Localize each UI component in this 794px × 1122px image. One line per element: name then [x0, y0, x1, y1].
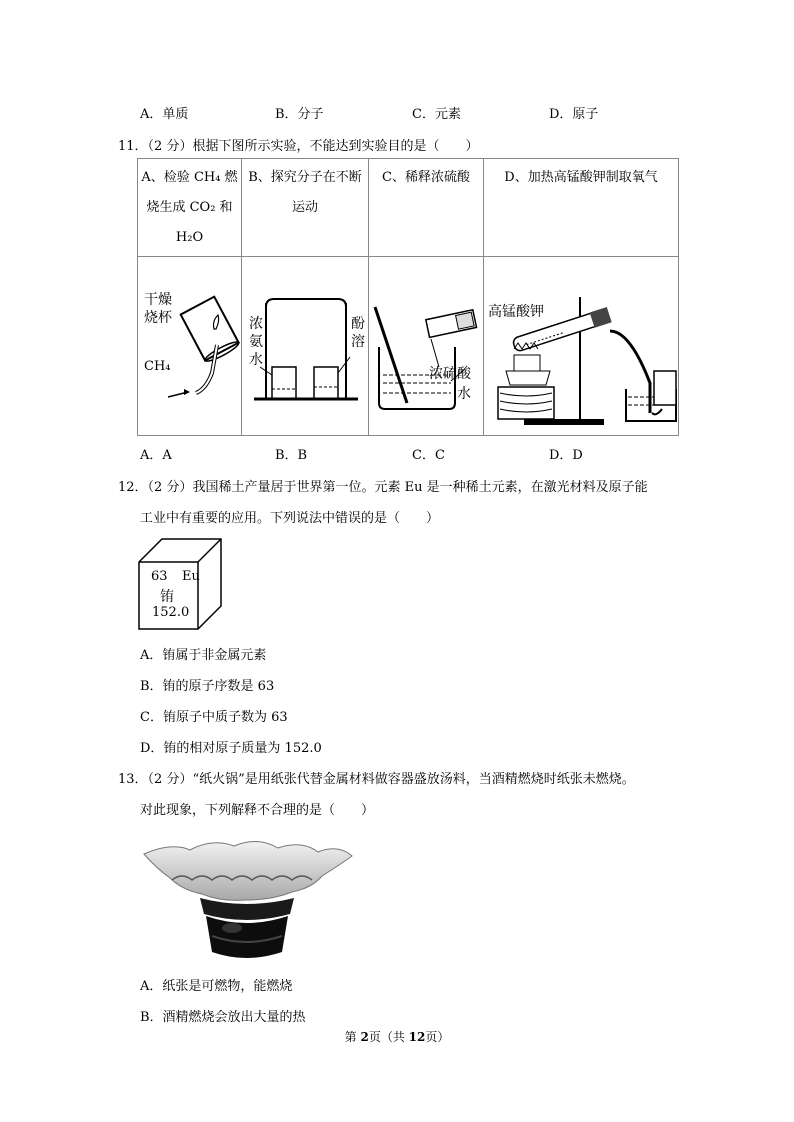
q11-option-d: D．D [549, 448, 583, 463]
q11-stem: 11．（2 分）根据下图所示实验，不能达到实验目的是（ ） [118, 139, 479, 154]
page-footer [0, 1028, 794, 1045]
q11-header-b-line2: 运动 [291, 200, 318, 215]
q11-header-a-line2: 烧生成 CO₂ 和 [146, 200, 233, 215]
figure-c-label-acid: 浓硫酸 [429, 366, 471, 382]
q11-header-a-line3: H₂O [175, 230, 204, 245]
footer-mid: 页（共 [368, 1030, 409, 1044]
figure-a-cup-label-2: 烧杯 [144, 310, 172, 326]
prev-option-a: A．单质 [140, 107, 189, 122]
q11-header-a [138, 159, 242, 257]
q12-stem-line1: 12．（2 分）我国稀土产量居于世界第一位。元素 Eu 是一种稀土元素，在激光材料及原子能 [118, 480, 648, 495]
prev-option-d: D．原子 [549, 107, 599, 122]
element-mass: 152.0 [152, 605, 190, 620]
q11-figure-c [369, 257, 484, 436]
q11-header-b-line1: B、探究分子在不断 [248, 170, 362, 185]
q11-header-b [242, 159, 369, 257]
paper-hotpot-photo [142, 836, 354, 964]
figure-b-right-label-1: 酚 [351, 316, 365, 332]
figure-b-right-label-2: 溶 [351, 334, 365, 350]
element-name: 铕 [160, 589, 174, 605]
figure-b-left-label-3: 水 [249, 352, 263, 368]
q13-option-b: B．酒精燃烧会放出大量的热 [140, 1010, 306, 1025]
q11-figure-b [242, 257, 369, 436]
figure-c-drawing [369, 257, 483, 435]
q12-stem-line2: 工业中有重要的应用。下列说法中错误的是（ ） [140, 511, 440, 526]
figure-c-label-water: 水 [457, 386, 471, 402]
q11-figure-a [138, 257, 242, 436]
q11-header-a-line1: A、检验 CH₄ 燃 [141, 170, 238, 185]
q13-stem-line1: 13．（2 分）“纸火锅”是用纸张代替金属材料做容器盛放汤料，当酒精燃烧时纸张未燃烧。 [118, 772, 635, 787]
prev-option-c: C．元素 [412, 107, 461, 122]
figure-a-cup-label-1: 干燥 [144, 292, 172, 308]
footer-page-number: 2 [360, 1030, 369, 1044]
q11-header-c [369, 159, 484, 257]
figure-a-drawing [138, 257, 241, 435]
prev-option-b: B．分子 [275, 107, 324, 122]
footer-total-pages: 12 [408, 1030, 426, 1044]
footer-pre: 第 [344, 1030, 361, 1044]
q11-header-c-line1: C、稀释浓硫酸 [382, 170, 470, 185]
q11-option-a: A．A [140, 448, 172, 463]
q12-option-c: C．铕原子中质子数为 63 [140, 710, 288, 725]
element-number: 63 [151, 569, 168, 584]
q11-header-d-line1: D、加热高锰酸钾制取氧气 [504, 170, 658, 185]
figure-d-label: 高锰酸钾 [488, 304, 544, 320]
q11-header-d [484, 159, 679, 257]
q13-option-a: A．纸张是可燃物，能燃烧 [140, 979, 293, 994]
element-card [138, 538, 222, 634]
footer-post: 页） [425, 1030, 450, 1044]
q12-option-a: A．铕属于非金属元素 [140, 648, 267, 663]
q11-experiment-table [137, 158, 679, 436]
q11-figure-d [484, 257, 679, 436]
q11-option-c: C．C [412, 448, 445, 463]
figure-a-gas-label: CH₄ [144, 359, 171, 374]
q11-option-b: B．B [275, 448, 308, 463]
figure-b-left-label-2: 氨 [249, 334, 263, 350]
q12-option-b: B．铕的原子序数是 63 [140, 679, 275, 694]
q13-stem-line2: 对此现象，下列解释不合理的是（ ） [140, 803, 375, 818]
figure-b-left-label-1: 浓 [249, 316, 263, 332]
q12-option-d: D．铕的相对原子质量为 152.0 [140, 741, 322, 756]
figure-d-drawing [484, 257, 678, 435]
element-symbol: Eu [182, 569, 200, 584]
